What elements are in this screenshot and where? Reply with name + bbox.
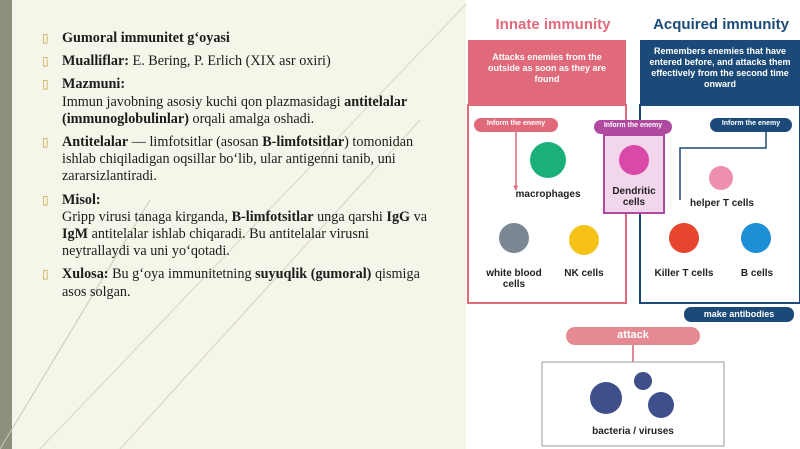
wbc-label: white blood cells: [486, 268, 542, 290]
example-bold-3: IgM: [62, 226, 89, 243]
inform-left-label: Inform the enemy: [486, 120, 546, 127]
bullet-icon: ▯: [42, 31, 49, 45]
bullet-title: [40, 30, 440, 47]
bcells-label: B cells: [740, 268, 774, 279]
bullet-antibodies: [40, 134, 440, 186]
helper-t-icon: [709, 166, 733, 190]
macrophage-icon: [530, 142, 566, 178]
antibodies-bold-1: Antitelalar: [62, 134, 129, 151]
bullet-icon: ▯: [42, 267, 49, 282]
content-label: Mazmuni:: [62, 76, 126, 93]
antibodies-label: make antibodies: [703, 309, 775, 319]
acquired-title: Acquired immunity: [653, 16, 789, 33]
nk-label: NK cells: [564, 268, 604, 279]
killer-label: Killer T cells: [654, 268, 714, 279]
example-text-1: Gripp virusi tanaga kirganda,: [62, 208, 232, 225]
bullet-conclusion: [40, 266, 440, 300]
slide-text: [40, 30, 440, 307]
bullet-icon: ▯: [42, 192, 49, 207]
antibodies-bold-2: B-limfotsitlar: [262, 134, 345, 151]
nk-icon: [569, 225, 599, 255]
inform-center-label: Inform the enemy: [603, 122, 663, 129]
wbc-icon: [499, 223, 529, 253]
bullet-icon: ▯: [42, 54, 49, 69]
bullet-content: [40, 76, 440, 128]
antibodies-text-1: — limfotsitlar (asosan: [128, 134, 263, 151]
example-text-3: va: [410, 208, 428, 225]
conclusion-label: Xulosa:: [62, 266, 109, 283]
attack-label: attack: [617, 329, 649, 341]
acquired-description: Remembers enemies that have entered before, and attacks them effectively from the second time onward: [649, 46, 791, 89]
example-bold-2: IgG: [386, 208, 411, 225]
title-label: Gumoral immunitet g‘oyasi: [62, 30, 230, 46]
example-text-2: unga qarshi: [313, 208, 387, 225]
conclusion-text-2: qismiga asos solgan.: [62, 266, 420, 300]
conclusion-bold-1: suyuqlik (gumoral): [255, 266, 372, 283]
virus-icon: [634, 372, 652, 390]
authors-label: Mualliflar:: [62, 53, 129, 70]
content-bold-1: antitelalar (immunoglobulinlar): [62, 93, 407, 127]
dendritic-label: Dendritic cells: [612, 186, 656, 208]
immunity-diagram: [466, 0, 800, 449]
b-cell-icon: [741, 223, 771, 253]
dendritic-icon: [619, 145, 649, 175]
bullet-authors: [40, 53, 440, 70]
bullet-icon: ▯: [42, 77, 49, 92]
example-bold-1: B-limfotsitlar: [231, 208, 314, 225]
content-text-2: orqali amalga oshadi.: [188, 110, 315, 127]
authors-text: E. Bering, P. Erlich (XIX asr oxiri): [128, 53, 331, 70]
bacteria-icon: [590, 382, 622, 414]
content-text-1: Immun javobning asosiy kuchi qon plazmasidagi: [62, 93, 345, 110]
example-label: Misol:: [62, 191, 101, 208]
innate-description: Attacks enemies from the outside as soon as they are found: [487, 52, 607, 84]
helper-label: helper T cells: [690, 198, 754, 209]
antibodies-text-2: ) tomonidan ishlab chiqiladigan oqsillar bo‘lib, ular antigenni tanib, uni zararsizlantiradi.: [62, 134, 414, 185]
virus-icon: [648, 392, 674, 418]
bullet-icon: ▯: [42, 135, 49, 150]
innate-title: Innate immunity: [495, 16, 611, 33]
macrophages-label: macrophages: [515, 189, 581, 200]
inform-right-label: Inform the enemy: [721, 120, 781, 127]
killer-t-icon: [669, 223, 699, 253]
bacteria-label: bacteria / viruses: [592, 426, 674, 437]
bullet-example: [40, 192, 440, 261]
example-text-4: antitelalar ishlab chiqaradi. Bu antitelalar virusni neytrallaydi va uni yo‘qotadi.: [62, 226, 369, 260]
conclusion-text-1: Bu g‘oya immunitetning: [108, 266, 256, 283]
